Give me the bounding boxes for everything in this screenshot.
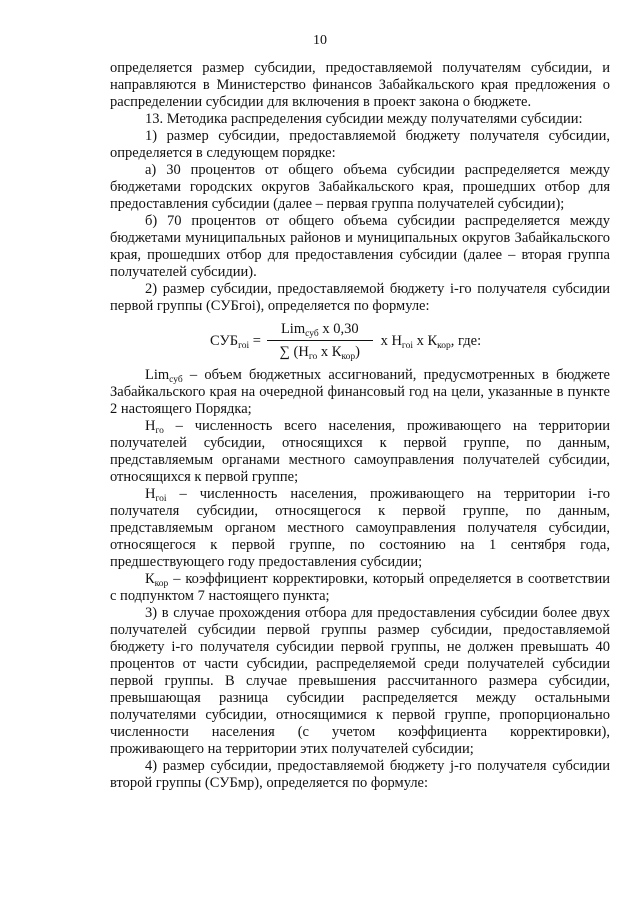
page-number: 10 — [313, 33, 327, 48]
item-13-1-a: а) 30 процентов от общего объема субсидии распределяется между бюджетами городских округов Забайкальского края, прошедших отбор для предоставления субсидии (далее – первая группа получателей субсидии); — [110, 162, 610, 212]
item-13-2: 2) размер субсидии, предоставляемой бюджету i-го получателя субсидии первой группы (СУБгоi), определяется по формуле: — [110, 281, 610, 314]
formula-tail: x $Н_{гоi}$ x $К_{кор}$, где: — [380, 332, 482, 351]
paragraph-intro: определяется размер субсидии, предоставляемой получателям субсидии, и направляются в Министерство финансов Забайкальского края предложения о распределении субсидии для включения в проект закона о бюджете. — [110, 60, 610, 110]
item-13-1-b: б) 70 процентов от общего объема субсидии распределяется между бюджетами муниципальных районов и муниципальных округов Забайкальского края, прошедших отбор для предоставления субсидии (далее – вторая группа получателей субсидии). — [110, 213, 610, 280]
item-13-1: 1) размер субсидии, предоставляемой бюджету получателя субсидии, определяется в следующем порядке: — [110, 128, 610, 161]
section-13-title: 13. Методика распределения субсидии между получателями субсидии: — [145, 111, 583, 127]
document-body — [110, 60, 610, 792]
item-13-3: 3) в случае прохождения отбора для предоставления субсидии более двух получателей субсидии первой группы размер субсидии, предоставляемой бюджету i-го получателя субсидии первой группы, не должен превышать 40 процентов от части субсидии, распределяемой среди получателей субсидии первой группы. В случае превышения рассчитанного размера субсидии, превышающая разница субсидии распределяется между остальными получателями субсидии, относящимися к первой группе, пропорционально численности населения (с учетом коэффициента корректировки), проживающего на территории этих получателей субсидии; — [110, 605, 610, 757]
formula-denominator: ∑ ($Н_{го}$ x $К_{кор}$) — [279, 344, 360, 362]
definition-k-kor: $К_{кор}$ – коэффициент корректировки, который определяется в соответствии с подпунктом 7 настоящего пункта; — [110, 571, 610, 604]
formula-numerator: Lim$_{суб}$ x 0,30 — [267, 321, 373, 341]
definition-n-go: $Н_{го}$ – численность всего населения, проживающего на территории получателей субсидии, относящихся к первой группе, по данным, представляемым органами местного самоуправления получателей субсидии, относящихся к первой группе; — [110, 418, 610, 485]
item-13-4: 4) размер субсидии, предоставляемой бюджету j-го получателя субсидии второй группы (СУБмр), определяется по формуле: — [110, 758, 610, 791]
formula-fraction — [267, 321, 373, 361]
definition-lim-sub: Lim$_{суб}$ – объем бюджетных ассигнований, предусмотренных в бюджете Забайкальского края на очередной финансовый год на цели, указанные в пункте 2 настоящего Порядка; — [110, 367, 610, 417]
definition-n-goi: $Н_{гоi}$ – численность населения, проживающего на территории i-го получателя субсидии, относящегося к первой группе, по данным, представляемым органом местного самоуправления получателя субсидии, относящегося к первой группе, по состоянию на 1 сентября года, предшествующего году предоставления субсидии; — [110, 486, 610, 570]
formula-sub-goi — [210, 319, 610, 363]
formula-lhs: $СУБ_{гоi}$ = — [210, 332, 261, 351]
